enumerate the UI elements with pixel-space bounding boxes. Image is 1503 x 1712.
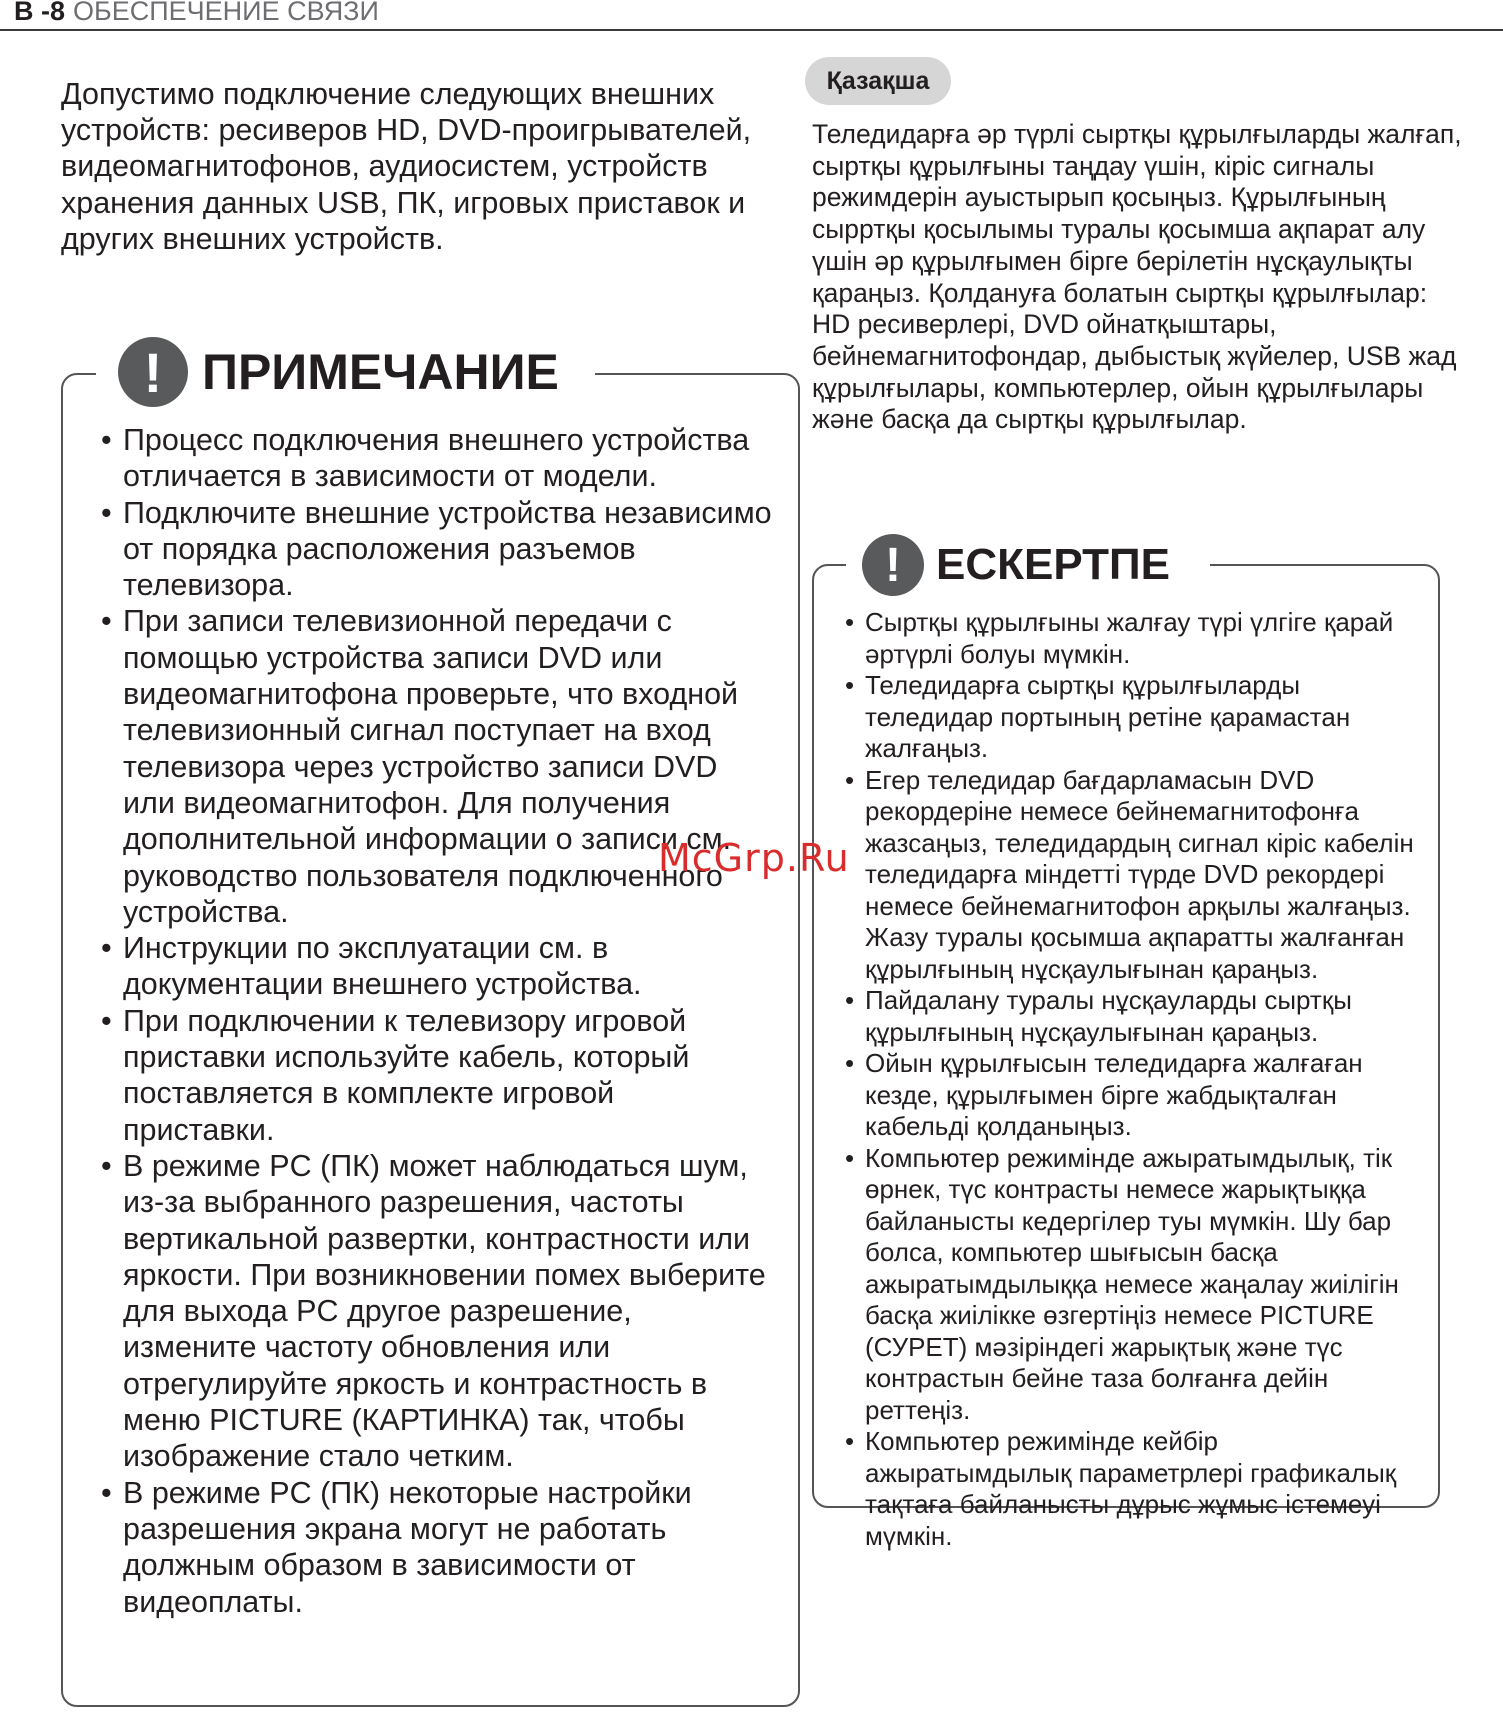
list-item: • В режиме PC (ПК) некоторые настройки разрешения экрана могут не работать должным образом в зависимости от видеоплаты.: [123, 1475, 773, 1620]
language-badge: Қазақша: [805, 57, 951, 105]
exclamation-icon: !: [862, 534, 924, 596]
list-item: • Сыртқы құрылғыны жалғау түрі үлгіге қарай әртүрлі болуы мүмкін.: [865, 607, 1430, 670]
list-item: • Егер теледидар бағдарламасын DVD рекордеріне немесе бейнемагнитофонға жазсаңыз, теледидардың сигнал кіріс кабелін теледидарға міндетті түрде DVD рекордері немесе бейнемагнитофон арқылы жалғаңыз. Жазу туралы қосымша ақпаратты жалғанған құрылғының нұсқаулығынан қараңыз.: [865, 765, 1430, 986]
list-item: • Ойын құрылғысын теледидарға жалғаған кезде, құрылғымен бірге жабдықталған кабельді қолданыңыз.: [865, 1048, 1430, 1143]
note-list-ru: [123, 422, 773, 1620]
header-divider: [0, 29, 1503, 31]
note-heading-kk: ЕСКЕРТПЕ: [936, 540, 1170, 589]
list-item: • Теледидарға сыртқы құрылғыларды теледидар портының ретіне қарамастан жалғаңыз.: [865, 670, 1430, 765]
list-item: • Процесс подключения внешнего устройства отличается в зависимости от модели.: [123, 422, 773, 495]
note-list-kk: [865, 607, 1430, 1552]
page-header: [14, 0, 379, 28]
exclamation-icon: !: [118, 337, 188, 407]
note-title-kk: [846, 530, 1210, 600]
note-heading-ru: ПРИМЕЧАНИЕ: [202, 344, 559, 400]
list-item: • Инструкции по эксплуатации см. в документации внешнего устройства.: [123, 930, 773, 1003]
page-number: В -8: [14, 0, 66, 26]
list-item: • Пайдалану туралы нұсқауларды сыртқы құрылғының нұсқаулығынан қараңыз.: [865, 985, 1430, 1048]
list-item: • При подключении к телевизору игровой приставки используйте кабель, который поставляется в комплекте игровой приставки.: [123, 1003, 773, 1148]
intro-paragraph-ru: Допустимо подключение следующих внешних устройств: ресиверов HD, DVD-проигрывателей, видеомагнитофонов, аудиосистем, устройств хранения данных USB, ПК, игровых приставок и других внешних устройств.: [61, 77, 752, 256]
section-title: ОБЕСПЕЧЕНИЕ СВЯЗИ: [73, 0, 379, 26]
list-item: • Компьютер режимінде кейбір ажыратымдылық параметрлері графикалық тақтаға байланысты дұрыс жұмыс істемеуі мүмкін.: [865, 1426, 1430, 1552]
list-item: • Компьютер режимінде ажыратымдылық, тік өрнек, түс контрасты немесе жарықтыққа байланысты кедергілер туы мүмкін. Шу бар болса, компьютер шығысын басқа ажыратымдылыққа немесе жаңалау жиілігін басқа жиілікке өзгертіңіз немесе PICTURE (СУРЕТ) мәзіріндегі жарықтық және түс контрастын бейне таза болғанға дейін реттеңіз.: [865, 1143, 1430, 1427]
note-title-ru: [96, 332, 595, 412]
intro-paragraph-kk: Теледидарға әр түрлі сыртқы құрылғыларды жалғап, сыртқы құрылғыны таңдау үшін, кіріс сигналы режимдерін ауыстырып қосыңыз. Құрылғының сырртқы қосылымы туралы қосымша ақпарат алу үшін әр құрылғымен бірге берілетін нұсқаулықты қараңыз. Қолдануға болатын сыртқы құрылғылар: HD ресиверлері, DVD ойнатқыштары, бейнемагнитофондар, дыбыстық жүйелер, USB жад құрылғылары, компьютерлер, ойын құрылғылары және басқа да сыртқы құрылғылар.: [812, 119, 1462, 435]
watermark: McGrp.Ru: [658, 836, 850, 880]
list-item: • При записи телевизионной передачи с помощью устройства записи DVD или видеомагнитофона проверьте, что входной телевизионный сигнал поступает на вход телевизора через устройство записи DVD или видеомагнитофон. Для получения дополнительной информации о записи см. руководство пользователя подключенного устройства.: [123, 603, 773, 930]
list-item: • В режиме PC (ПК) может наблюдаться шум, из-за выбранного разрешения, частоты вертикальной развертки, контрастности или яркости. При возникновении помех выберите для выхода PC другое разрешение, измените частоту обновления или отрегулируйте яркость и контрастность в меню PICTURE (КАРТИНКА) так, чтобы изображение стало четким.: [123, 1148, 773, 1475]
list-item: • Подключите внешние устройства независимо от порядка расположения разъемов телевизора.: [123, 495, 773, 604]
